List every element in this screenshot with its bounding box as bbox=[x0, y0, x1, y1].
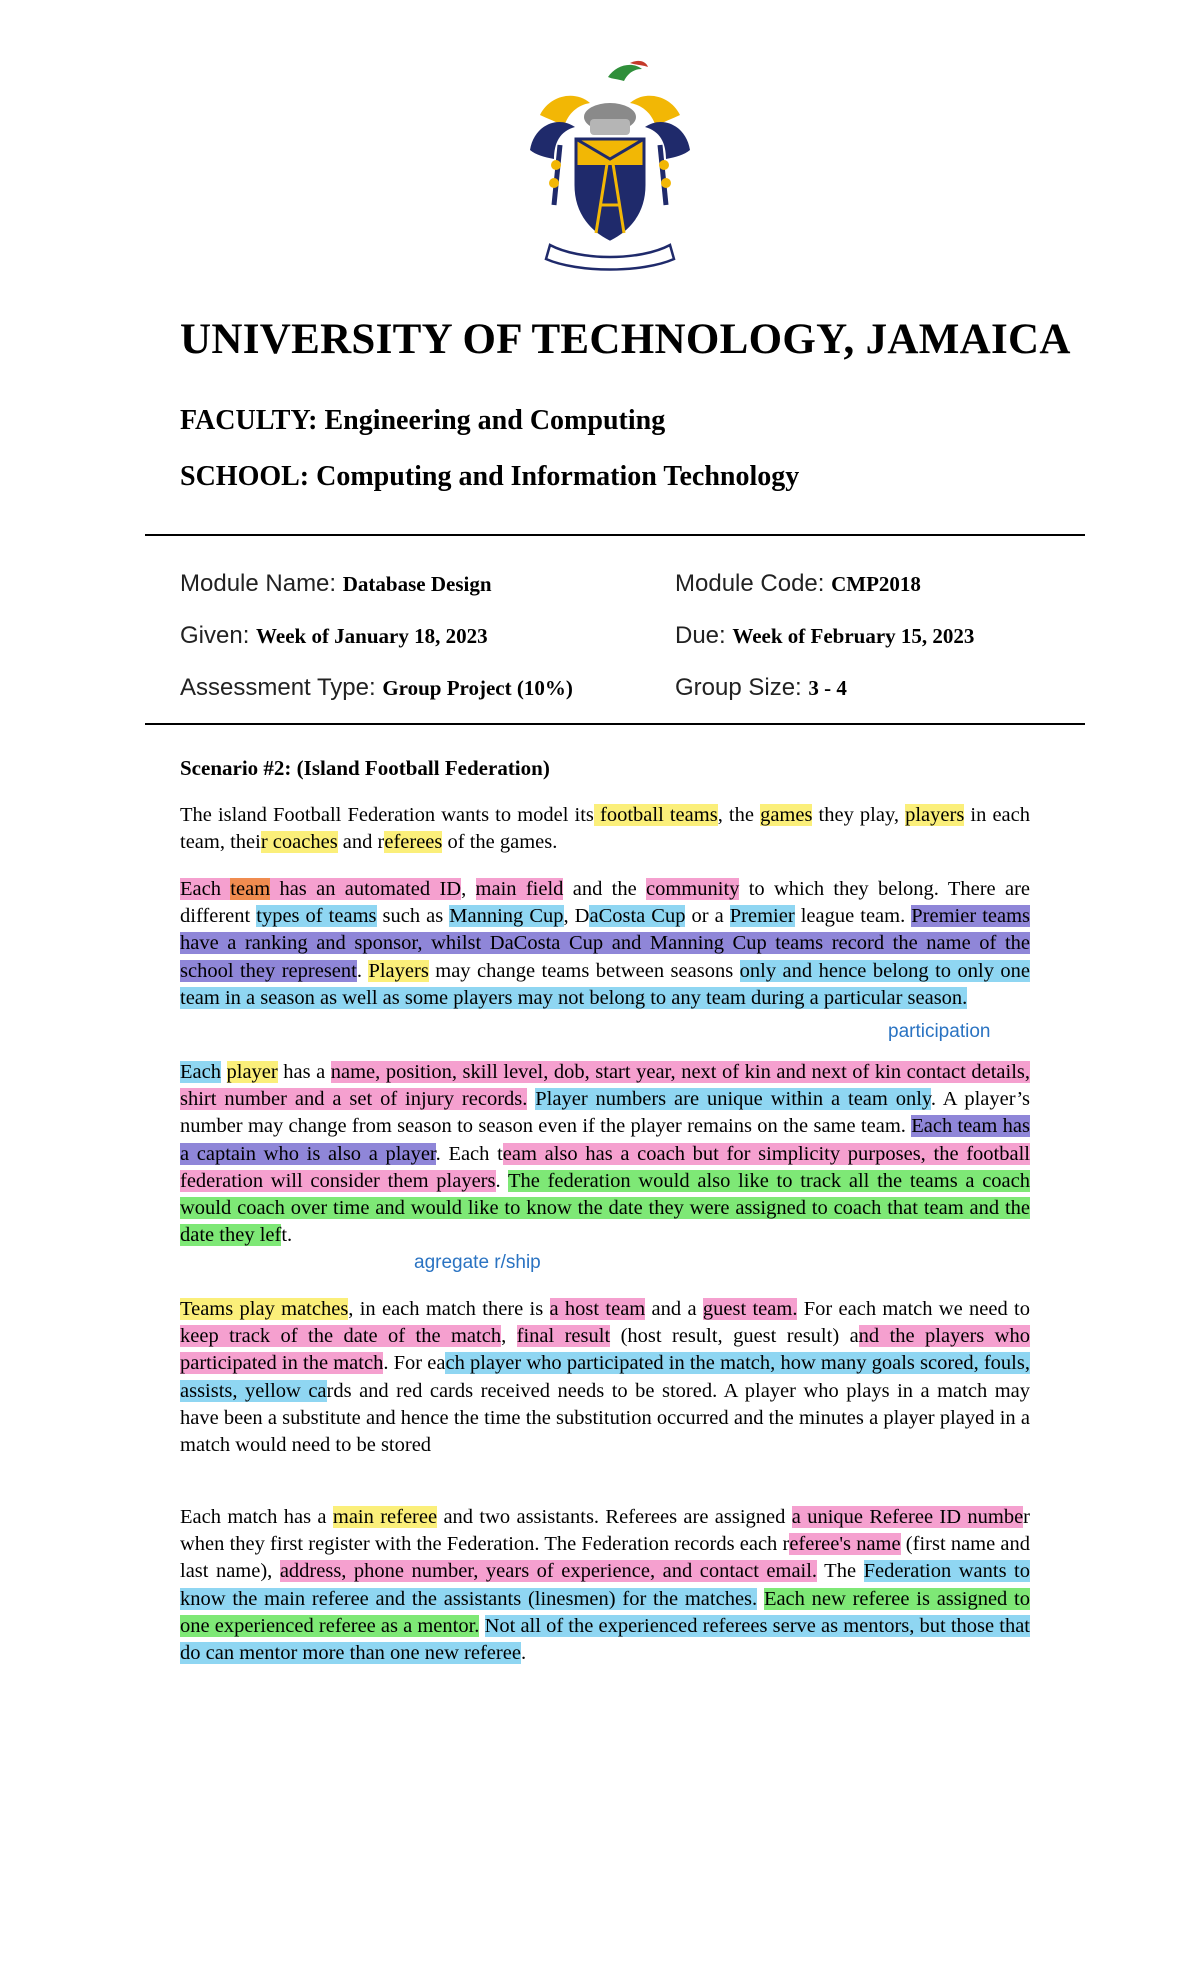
text-segment: The bbox=[817, 1560, 864, 1583]
module-name-value: Database Design bbox=[342, 572, 492, 596]
text-segment: and the bbox=[563, 878, 647, 900]
module-divider bbox=[145, 723, 1085, 725]
text-segment: . bbox=[356, 959, 369, 982]
highlighted-text-pink: eferee's name bbox=[789, 1533, 901, 1556]
highlighted-text-blue: Federation wants to know the main referee and the assistants (linesmen) for the matches. bbox=[180, 1560, 1030, 1610]
due-row bbox=[675, 622, 974, 650]
university-title: UNIVERSITY OF TECHNOLOGY, JAMAICA bbox=[180, 316, 1071, 363]
text-segment: . A player’s number may change from season to season even if the player remains on the same team. bbox=[180, 1088, 1030, 1138]
text-segment: r when they first register with the Federation. The Federation records each r bbox=[180, 1506, 1030, 1556]
module-code-label: Module Code: bbox=[675, 570, 832, 597]
highlighted-text-yellow: eferees bbox=[384, 831, 443, 854]
text-segment: (host result, guest result) a bbox=[610, 1325, 859, 1348]
header-divider bbox=[145, 534, 1085, 536]
faculty-heading: FACULTY: Engineering and Computing bbox=[180, 405, 666, 436]
highlighted-text-pink: keep track of the date of the match bbox=[180, 1325, 502, 1348]
text-segment: . Each t bbox=[435, 1142, 503, 1165]
text-segment: For each match we need to bbox=[797, 1298, 1030, 1320]
module-name-label: Module Name: bbox=[180, 570, 343, 597]
scenario-paragraph bbox=[180, 1059, 1030, 1249]
highlighted-text-green: The federation would also like to track all the teams a coach would coach over time and would like to know the date they were assigned to coach that team and the date they lef bbox=[180, 1169, 1031, 1247]
highlighted-text-yellow: games bbox=[760, 804, 813, 826]
highlighted-text-blue: types of teams bbox=[256, 905, 377, 928]
university-crest-logo bbox=[520, 55, 700, 285]
highlighted-text-orange: team bbox=[230, 878, 271, 900]
highlighted-text-pink: nd the players who participated in the match bbox=[180, 1325, 1030, 1375]
text-segment: they play, bbox=[812, 804, 906, 826]
highlighted-text-blue: Premier bbox=[729, 905, 795, 928]
highlighted-text-pink: final result bbox=[516, 1325, 611, 1348]
highlighted-text-pink: address, phone number, years of experience, and contact email. bbox=[279, 1560, 818, 1583]
text-segment: . For ea bbox=[383, 1352, 446, 1375]
text-segment bbox=[221, 1061, 227, 1083]
due-value: Week of February 15, 2023 bbox=[732, 624, 975, 648]
text-segment: . bbox=[520, 1642, 527, 1665]
highlighted-text-yellow: r coaches bbox=[260, 831, 338, 854]
given-label: Given: bbox=[180, 622, 257, 649]
annotation-aggregate-relationship: agregate r/ship bbox=[414, 1252, 541, 1273]
due-label: Due: bbox=[675, 622, 733, 649]
text-segment bbox=[479, 1615, 484, 1637]
module-name-row bbox=[180, 570, 492, 598]
text-segment: . bbox=[495, 1169, 508, 1192]
text-segment: in each team, thei bbox=[180, 804, 1030, 854]
highlighted-text-pink: Each bbox=[180, 878, 231, 900]
highlighted-text-blue: Player numbers are unique within a team only bbox=[535, 1088, 931, 1111]
text-segment: to which they belong. There are different bbox=[180, 878, 1030, 928]
scenario-paragraph bbox=[180, 876, 1030, 1012]
text-segment: t. bbox=[281, 1224, 293, 1247]
school-heading: SCHOOL: Computing and Information Technology bbox=[180, 461, 800, 492]
highlighted-text-pink: community bbox=[646, 878, 740, 900]
highlighted-text-pink: a host team bbox=[549, 1298, 646, 1320]
highlighted-text-pink: has an automated ID bbox=[270, 878, 462, 900]
text-segment: (first name and last name), bbox=[180, 1533, 1030, 1583]
text-segment bbox=[757, 1588, 764, 1610]
text-segment: The island Football Federation wants to model its bbox=[180, 804, 594, 826]
given-value: Week of January 18, 2023 bbox=[256, 624, 488, 648]
highlighted-text-yellow: player bbox=[226, 1061, 278, 1083]
highlighted-text-yellow: Teams play matches bbox=[180, 1298, 349, 1320]
highlighted-text-pink: name, position, skill level, dob, start year, next of kin and next of kin contact details, shirt number and a set of injury records. bbox=[180, 1061, 1030, 1111]
assessment-type-value: Group Project (10%) bbox=[382, 676, 573, 700]
assessment-type-row bbox=[180, 674, 573, 702]
annotation-participation: participation bbox=[888, 1021, 991, 1042]
module-code-row bbox=[675, 570, 921, 598]
highlighted-text-pink: a unique Referee ID numbe bbox=[791, 1506, 1024, 1528]
scenario-paragraph bbox=[180, 1296, 1030, 1459]
given-row bbox=[180, 622, 488, 650]
text-segment: league tea bbox=[794, 905, 885, 928]
highlighted-text-blue: Manning Cup bbox=[449, 905, 564, 928]
highlighted-text-purple: Premier teams have a ranking and sponsor, whilst DaCosta Cup and Manning Cup teams record the name of the school they represent bbox=[180, 905, 1031, 982]
highlighted-text-blue: only and hence belong to only one team in a season as well as some players may not belong to any team during a particular season. bbox=[180, 959, 1030, 1009]
group-size-label: Group Size: bbox=[675, 674, 809, 701]
text-segment: , the bbox=[717, 804, 761, 826]
text-segment: , D bbox=[563, 905, 590, 928]
text-segment: has a bbox=[277, 1061, 331, 1083]
text-segment: and a bbox=[645, 1298, 703, 1320]
module-code-value: CMP2018 bbox=[831, 572, 921, 596]
scenario-title: Scenario #2: (Island Football Federation) bbox=[180, 756, 550, 780]
text-segment: may change teams between seasons bbox=[428, 959, 740, 982]
highlighted-text-blue: Not all of the experienced referees serve as mentors, but those that do can mentor more than one new referee bbox=[180, 1614, 1031, 1665]
highlighted-text-blue: aCosta Cup bbox=[589, 905, 686, 928]
highlighted-text-blue: Each bbox=[180, 1061, 221, 1083]
highlighted-text-yellow: main referee bbox=[332, 1506, 438, 1528]
assessment-type-label: Assessment Type: bbox=[180, 674, 383, 701]
scenario-paragraph bbox=[180, 802, 1030, 856]
highlighted-text-yellow: players bbox=[905, 804, 965, 826]
highlighted-text-blue: ch player who participated in the match, how many goals scored, fouls, assists, yellow ca bbox=[180, 1352, 1030, 1402]
text-segment: , in each match there is bbox=[348, 1298, 550, 1320]
text-segment: rds and red cards received needs to be stored. A player who plays in a match may have been a substitute and hence the time the substitution occurred and the minutes a player played in a match would need to be stored bbox=[180, 1379, 1030, 1457]
text-segment: of the games. bbox=[442, 831, 558, 854]
text-segment: such as bbox=[376, 905, 450, 928]
text-segment: , bbox=[461, 878, 476, 900]
highlighted-text-pink: eam also has a coach but for simplicity purposes, the football federation will consider them players bbox=[180, 1142, 1030, 1192]
group-size-row bbox=[675, 674, 847, 702]
group-size-value: 3 - 4 bbox=[808, 676, 847, 700]
highlighted-text-pink: guest team. bbox=[702, 1298, 798, 1320]
highlighted-text-green: Each new referee is assigned to one experienced referee as a mentor. bbox=[180, 1587, 1031, 1637]
text-segment: , bbox=[501, 1325, 517, 1348]
highlighted-text-purple: Each team has a captain who is also a player bbox=[180, 1115, 1030, 1165]
highlighted-text-pink: main field bbox=[475, 878, 564, 900]
scenario-paragraph bbox=[180, 1504, 1030, 1667]
text-segment: m. bbox=[884, 905, 912, 928]
text-segment: and r bbox=[337, 831, 385, 854]
text-segment: or a bbox=[685, 905, 730, 928]
highlighted-text-yellow: football teams bbox=[593, 804, 718, 826]
highlighted-text-yellow: Players bbox=[368, 959, 429, 982]
text-segment: and two assistants. Referees are assigned bbox=[437, 1506, 792, 1528]
text-segment: Each match has a bbox=[180, 1506, 333, 1528]
